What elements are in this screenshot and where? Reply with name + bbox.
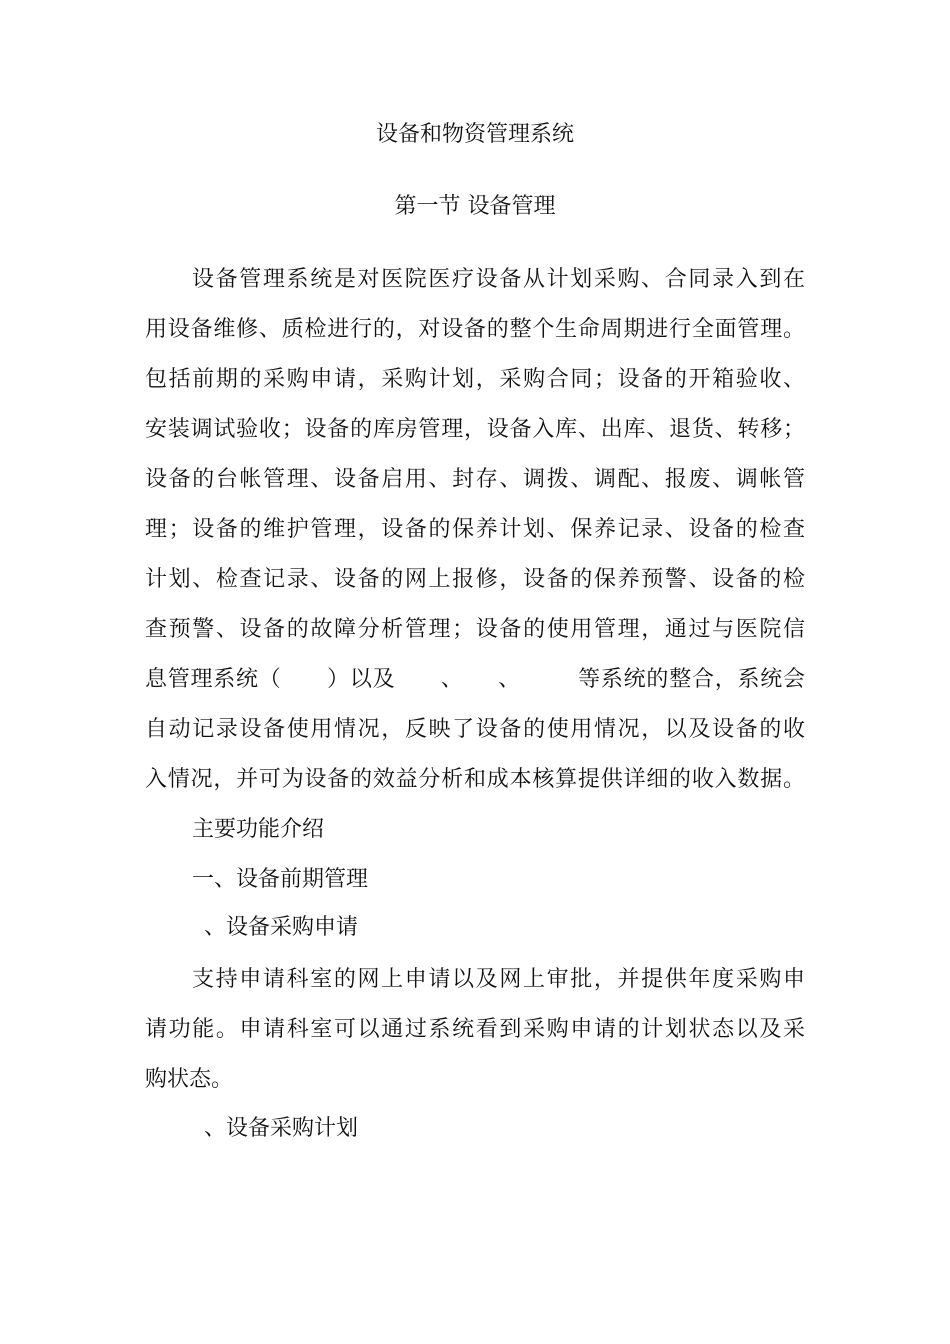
paragraph-line: 设备的台帐管理、设备启用、封存、调拨、调配、报废、调帐管 bbox=[145, 467, 805, 492]
heading-part-one: 一、设备前期管理 bbox=[192, 867, 369, 892]
paragraph-line: 自动记录设备使用情况，反映了设备的使用情况，以及设备的收 bbox=[145, 717, 805, 742]
section-title: 第一节 设备管理 bbox=[394, 194, 556, 219]
paragraph-line: 设备管理系统是对医院医疗设备从计划采购、合同录入到在 bbox=[192, 267, 805, 292]
sub-heading-purchase-plan: 、设备采购计划 bbox=[204, 1116, 359, 1141]
paragraph-line: 查预警、设备的故障分析管理；设备的使用管理，通过与医院信 bbox=[145, 617, 805, 642]
paragraph-line: 包括前期的采购申请，采购计划，采购合同；设备的开箱验收、 bbox=[145, 367, 805, 392]
paragraph-line: 计划、检查记录、设备的网上报修，设备的保养预警、设备的检 bbox=[145, 567, 805, 592]
document-title: 设备和物资管理系统 bbox=[375, 122, 574, 147]
paragraph-line: 请功能。申请科室可以通过系统看到采购申请的计划状态以及采 bbox=[145, 1017, 805, 1042]
sub-heading-purchase-request: 、设备采购申请 bbox=[204, 915, 359, 940]
paragraph-line: 息管理系统（ ）以及 、 、 等系统的整合，系统会 bbox=[145, 667, 805, 692]
paragraph-line: 购状态。 bbox=[145, 1067, 234, 1092]
paragraph-line: 用设备维修、质检进行的，对设备的整个生命周期进行全面管理。 bbox=[145, 317, 805, 342]
heading-main-features: 主要功能介绍 bbox=[192, 817, 325, 842]
paragraph-line: 入情况，并可为设备的效益分析和成本核算提供详细的收入数据。 bbox=[145, 767, 805, 792]
paragraph-line: 安装调试验收；设备的库房管理，设备入库、出库、退货、转移； bbox=[145, 417, 805, 442]
paragraph-line: 支持申请科室的网上申请以及网上审批，并提供年度采购申 bbox=[192, 967, 805, 992]
paragraph-line: 理；设备的维护管理，设备的保养计划、保养记录、设备的检查 bbox=[145, 517, 805, 542]
